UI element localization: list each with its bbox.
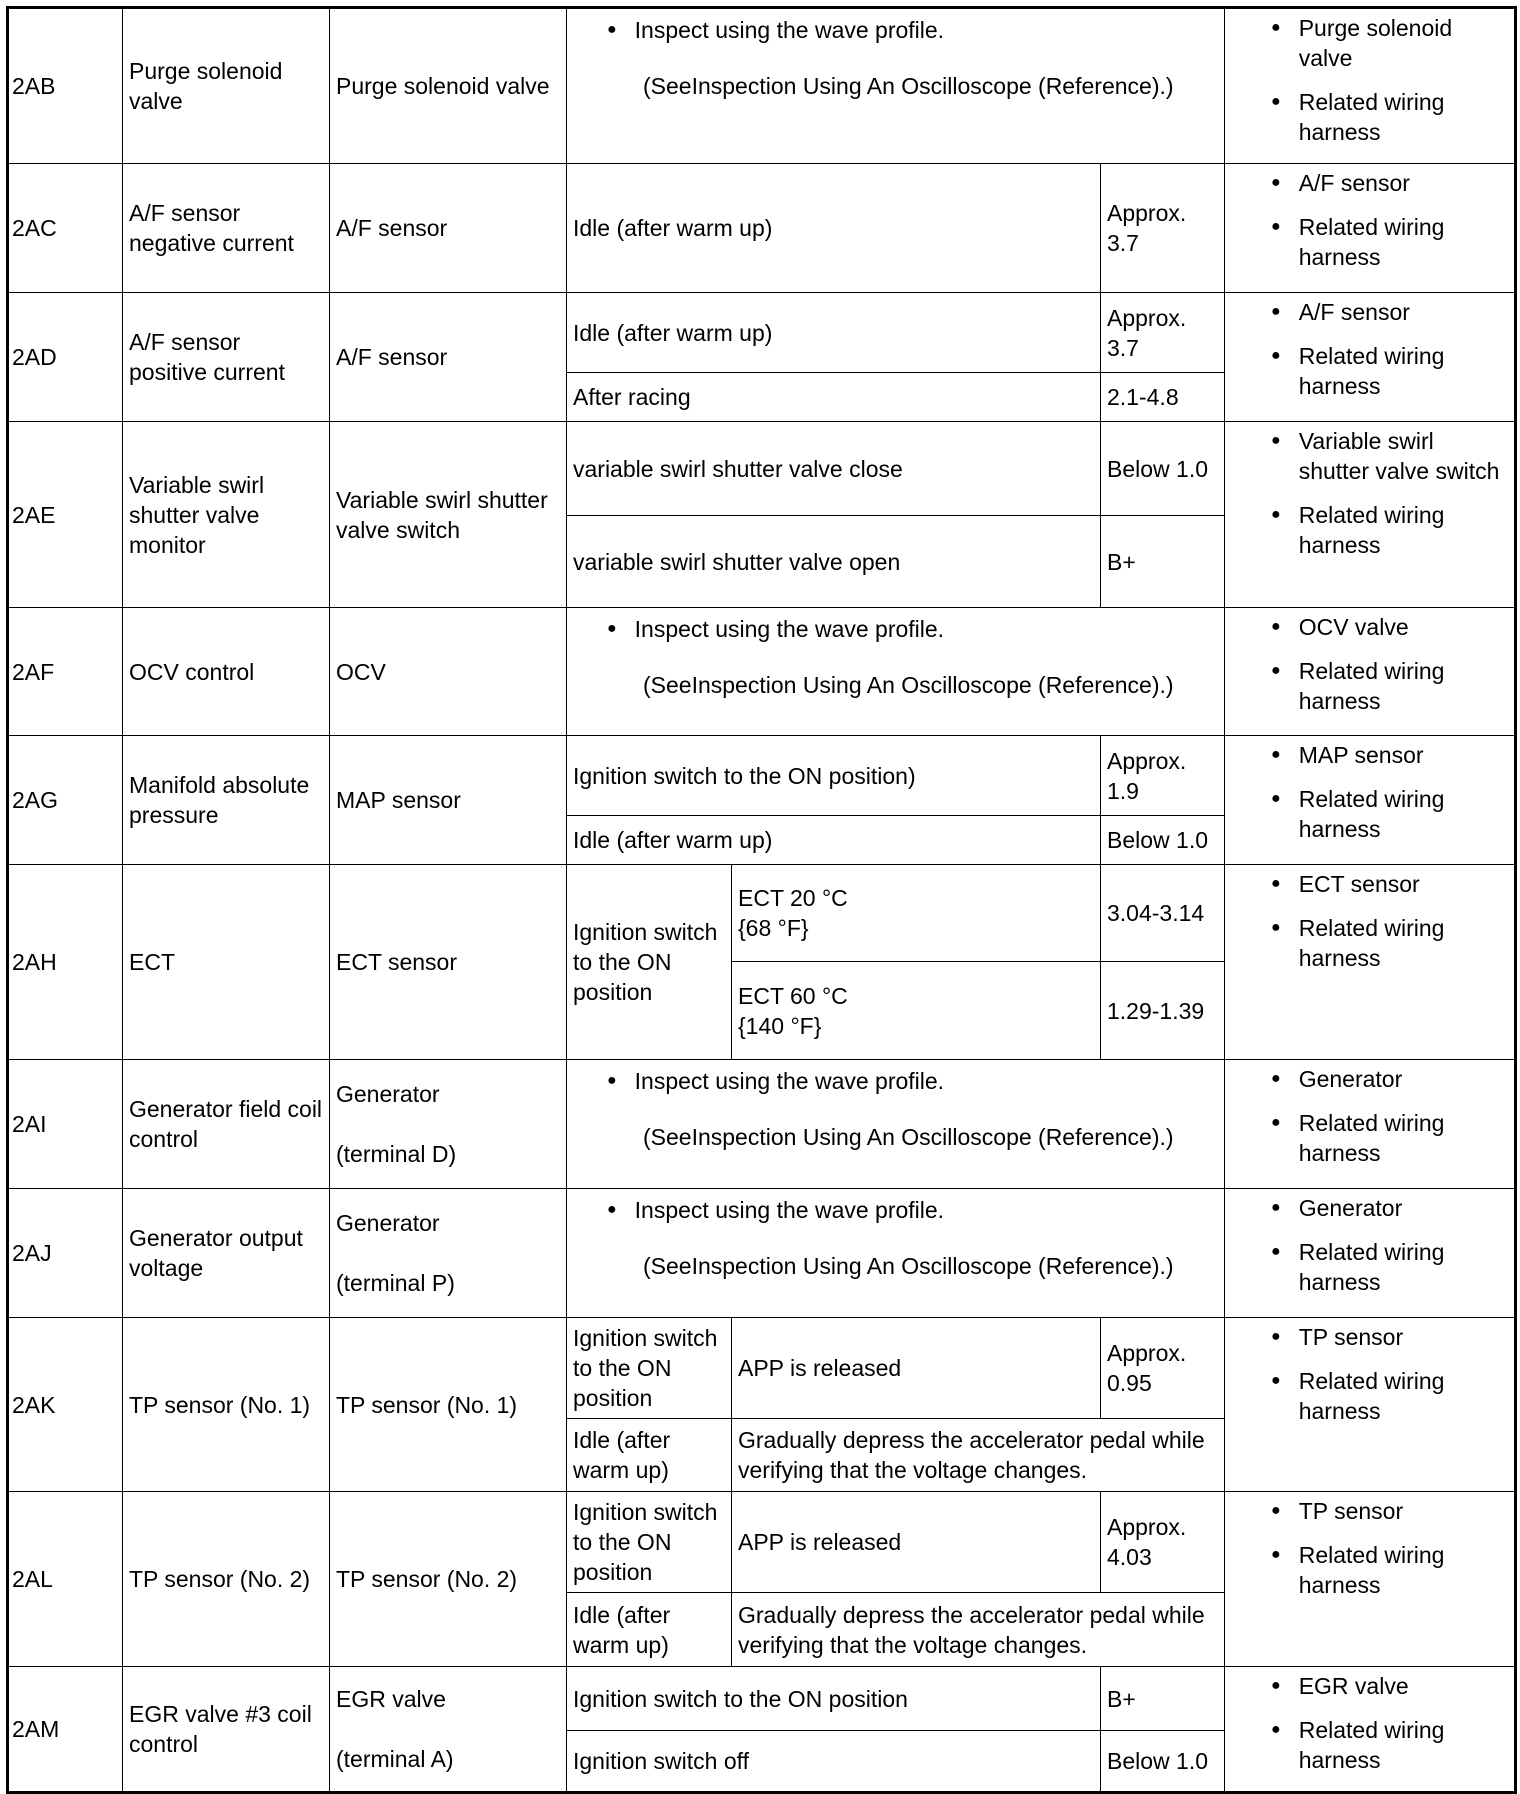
check-value: B+: [1101, 1667, 1225, 1731]
wave-instruction: Inspect using the wave profile.: [634, 1068, 945, 1094]
bullet-icon: ●: [1271, 19, 1281, 36]
bullet-icon: ●: [1271, 618, 1281, 635]
possible-causes: [1225, 736, 1516, 865]
wave-inspection-cell: [567, 1189, 1225, 1318]
pid-code: 2AL: [8, 1492, 123, 1667]
cause-item: [1271, 13, 1508, 73]
cause-text: Generator: [1298, 1066, 1403, 1092]
cause-item: [1271, 500, 1508, 560]
cause-item: [1271, 87, 1508, 147]
check-value: Approx. 3.7: [1101, 293, 1225, 373]
table-row: [8, 736, 1516, 816]
cause-text: ECT sensor: [1298, 871, 1420, 897]
bullet-icon: ●: [1271, 174, 1281, 191]
cause-item: [1271, 426, 1508, 486]
check-condition-main: Idle (after warm up): [567, 1419, 732, 1492]
check-condition-detail: APP is released: [732, 1492, 1101, 1593]
check-condition: Idle (after warm up): [567, 164, 1101, 293]
bullet-icon: ●: [1271, 1070, 1281, 1087]
pid-name: OCV control: [123, 608, 330, 736]
wave-inspection-cell: [567, 8, 1225, 164]
check-condition: variable swirl shutter valve open: [567, 516, 1101, 608]
bullet-icon: ●: [1271, 1721, 1281, 1738]
check-value: Below 1.0: [1101, 816, 1225, 865]
possible-causes: [1225, 865, 1516, 1060]
check-condition-main: Ignition switch to the ON position: [567, 1492, 732, 1593]
pid-name: TP sensor (No. 1): [123, 1318, 330, 1492]
cause-text: Purge solenoid valve: [1298, 15, 1453, 71]
cause-text: Related wiring harness: [1298, 1368, 1445, 1424]
cause-item: [1271, 1193, 1508, 1223]
bullet-icon: ●: [1271, 1114, 1281, 1131]
check-value: 3.04-3.14: [1101, 865, 1225, 962]
bullet-icon: ●: [1271, 1199, 1281, 1216]
cause-text: EGR valve: [1298, 1673, 1409, 1699]
check-condition: Ignition switch to the ON position): [567, 736, 1101, 816]
bullet-icon: ●: [1271, 218, 1281, 235]
cause-item: [1271, 869, 1508, 899]
possible-causes: [1225, 293, 1516, 422]
bullet-icon: ●: [607, 21, 617, 38]
check-condition-detail: ECT 20 °C {68 °F}: [732, 865, 1101, 962]
cause-item: [1271, 1366, 1508, 1426]
table-row: [8, 1667, 1516, 1731]
check-value: Approx. 0.95: [1101, 1318, 1225, 1419]
wave-inspection-cell: [567, 608, 1225, 736]
check-condition: Idle (after warm up): [567, 816, 1101, 865]
check-value: Approx. 3.7: [1101, 164, 1225, 293]
check-condition-detail: ECT 60 °C {140 °F}: [732, 962, 1101, 1060]
table-row: [8, 8, 1516, 164]
bullet-icon: ●: [1271, 790, 1281, 807]
cause-item: [1271, 297, 1508, 327]
pid-terminal: ECT sensor: [330, 865, 567, 1060]
pid-terminal: A/F sensor: [330, 164, 567, 293]
check-value: 1.29-1.39: [1101, 962, 1225, 1060]
pid-code: 2AH: [8, 865, 123, 1060]
cause-item: [1271, 740, 1508, 770]
pid-monitor-table: [6, 6, 1517, 1794]
pid-name: EGR valve #3 coil control: [123, 1667, 330, 1793]
cause-text: Related wiring harness: [1298, 658, 1445, 714]
pid-name: A/F sensor negative current: [123, 164, 330, 293]
cause-item: [1271, 1108, 1508, 1168]
table-row: [8, 1060, 1516, 1189]
oscilloscope-reference-link[interactable]: (SeeInspection Using An Oscilloscope (Reference).): [643, 1253, 1174, 1279]
table-row: [8, 422, 1516, 516]
possible-causes: [1225, 1060, 1516, 1189]
cause-text: A/F sensor: [1298, 170, 1410, 196]
bullet-icon: ●: [1271, 875, 1281, 892]
possible-causes: [1225, 1667, 1516, 1793]
possible-causes: [1225, 1189, 1516, 1318]
pid-terminal: A/F sensor: [330, 293, 567, 422]
wave-instruction: Inspect using the wave profile.: [634, 616, 945, 642]
check-value: B+: [1101, 516, 1225, 608]
oscilloscope-reference-link[interactable]: (SeeInspection Using An Oscilloscope (Reference).): [643, 73, 1174, 99]
pid-name: TP sensor (No. 2): [123, 1492, 330, 1667]
cause-text: Related wiring harness: [1298, 343, 1445, 399]
pid-code: 2AG: [8, 736, 123, 865]
check-value: Approx. 1.9: [1101, 736, 1225, 816]
pid-terminal: EGR valve (terminal A): [330, 1667, 567, 1793]
bullet-icon: ●: [1271, 746, 1281, 763]
check-condition-detail: Gradually depress the accelerator pedal while verifying that the voltage changes.: [732, 1593, 1225, 1667]
table-row: [8, 608, 1516, 736]
cause-text: A/F sensor: [1298, 299, 1410, 325]
cause-item: [1271, 784, 1508, 844]
possible-causes: [1225, 1318, 1516, 1492]
cause-text: Variable swirl shutter valve switch: [1298, 428, 1500, 484]
possible-causes: [1225, 8, 1516, 164]
table-row: [8, 1189, 1516, 1318]
wave-instruction: Inspect using the wave profile.: [634, 17, 945, 43]
pid-code: 2AF: [8, 608, 123, 736]
pid-terminal: OCV: [330, 608, 567, 736]
cause-item: [1271, 1237, 1508, 1297]
cause-text: Related wiring harness: [1298, 1239, 1445, 1295]
bullet-icon: ●: [1271, 662, 1281, 679]
wave-instruction: Inspect using the wave profile.: [634, 1197, 945, 1223]
table-row: [8, 164, 1516, 293]
check-value: Approx. 4.03: [1101, 1492, 1225, 1593]
pid-code: 2AC: [8, 164, 123, 293]
check-condition: Idle (after warm up): [567, 293, 1101, 373]
cause-text: OCV valve: [1298, 614, 1409, 640]
oscilloscope-reference-link[interactable]: (SeeInspection Using An Oscilloscope (Reference).): [643, 1124, 1174, 1150]
pid-name: ECT: [123, 865, 330, 1060]
bullet-icon: ●: [1271, 1677, 1281, 1694]
bullet-icon: ●: [607, 1072, 617, 1089]
pid-terminal: Generator (terminal P): [330, 1189, 567, 1318]
check-value: Below 1.0: [1101, 422, 1225, 516]
table-row: [8, 865, 1516, 962]
pid-name: Purge solenoid valve: [123, 8, 330, 164]
cause-item: [1271, 1496, 1508, 1526]
pid-terminal: TP sensor (No. 2): [330, 1492, 567, 1667]
check-condition-detail: APP is released: [732, 1318, 1101, 1419]
pid-name: Variable swirl shutter valve monitor: [123, 422, 330, 608]
cause-item: [1271, 212, 1508, 272]
cause-item: [1271, 612, 1508, 642]
cause-text: Generator: [1298, 1195, 1403, 1221]
cause-item: [1271, 1064, 1508, 1094]
check-condition: After racing: [567, 373, 1101, 422]
cause-text: TP sensor: [1298, 1324, 1404, 1350]
cause-text: Related wiring harness: [1298, 1110, 1445, 1166]
pid-terminal: MAP sensor: [330, 736, 567, 865]
cause-text: Related wiring harness: [1298, 214, 1445, 270]
bullet-icon: ●: [1271, 1328, 1281, 1345]
check-condition: variable swirl shutter valve close: [567, 422, 1101, 516]
cause-item: [1271, 341, 1508, 401]
check-condition: Ignition switch to the ON position: [567, 1667, 1101, 1731]
table-row: [8, 1318, 1516, 1419]
wave-inspection-cell: [567, 1060, 1225, 1189]
cause-text: Related wiring harness: [1298, 502, 1445, 558]
check-condition-main: Idle (after warm up): [567, 1593, 732, 1667]
bullet-icon: ●: [1271, 506, 1281, 523]
check-condition: Ignition switch off: [567, 1731, 1101, 1793]
cause-text: Related wiring harness: [1298, 89, 1445, 145]
bullet-icon: ●: [607, 1201, 617, 1218]
pid-name: A/F sensor positive current: [123, 293, 330, 422]
table-row: [8, 1492, 1516, 1593]
pid-code: 2AB: [8, 8, 123, 164]
check-condition-main: Ignition switch to the ON position: [567, 865, 732, 1060]
check-condition-detail: Gradually depress the accelerator pedal while verifying that the voltage changes.: [732, 1419, 1225, 1492]
bullet-icon: ●: [1271, 1502, 1281, 1519]
oscilloscope-reference-link[interactable]: (SeeInspection Using An Oscilloscope (Reference).): [643, 672, 1174, 698]
pid-name: Generator field coil control: [123, 1060, 330, 1189]
bullet-icon: ●: [1271, 1372, 1281, 1389]
cause-item: [1271, 913, 1508, 973]
table-row: [8, 293, 1516, 373]
pid-code: 2AM: [8, 1667, 123, 1793]
bullet-icon: ●: [1271, 1243, 1281, 1260]
pid-name: Generator output voltage: [123, 1189, 330, 1318]
pid-terminal: TP sensor (No. 1): [330, 1318, 567, 1492]
pid-code: 2AE: [8, 422, 123, 608]
pid-name: Manifold absolute pressure: [123, 736, 330, 865]
bullet-icon: ●: [1271, 432, 1281, 449]
cause-item: [1271, 168, 1508, 198]
cause-item: [1271, 1540, 1508, 1600]
check-condition-main: Ignition switch to the ON position: [567, 1318, 732, 1419]
bullet-icon: ●: [1271, 347, 1281, 364]
cause-text: Related wiring harness: [1298, 1717, 1445, 1773]
pid-terminal: Generator (terminal D): [330, 1060, 567, 1189]
pid-code: 2AD: [8, 293, 123, 422]
pid-code: 2AK: [8, 1318, 123, 1492]
cause-item: [1271, 1671, 1508, 1701]
bullet-icon: ●: [607, 620, 617, 637]
possible-causes: [1225, 164, 1516, 293]
bullet-icon: ●: [1271, 93, 1281, 110]
cause-text: TP sensor: [1298, 1498, 1404, 1524]
pid-code: 2AI: [8, 1060, 123, 1189]
possible-causes: [1225, 422, 1516, 608]
pid-code: 2AJ: [8, 1189, 123, 1318]
cause-item: [1271, 1322, 1508, 1352]
cause-text: Related wiring harness: [1298, 915, 1445, 971]
pid-terminal: Variable swirl shutter valve switch: [330, 422, 567, 608]
cause-item: [1271, 1715, 1508, 1775]
check-value: 2.1-4.8: [1101, 373, 1225, 422]
bullet-icon: ●: [1271, 1546, 1281, 1563]
cause-item: [1271, 656, 1508, 716]
bullet-icon: ●: [1271, 919, 1281, 936]
bullet-icon: ●: [1271, 303, 1281, 320]
cause-text: MAP sensor: [1298, 742, 1424, 768]
cause-text: Related wiring harness: [1298, 1542, 1445, 1598]
possible-causes: [1225, 1492, 1516, 1667]
check-value: Below 1.0: [1101, 1731, 1225, 1793]
possible-causes: [1225, 608, 1516, 736]
pid-terminal: Purge solenoid valve: [330, 8, 567, 164]
cause-text: Related wiring harness: [1298, 786, 1445, 842]
